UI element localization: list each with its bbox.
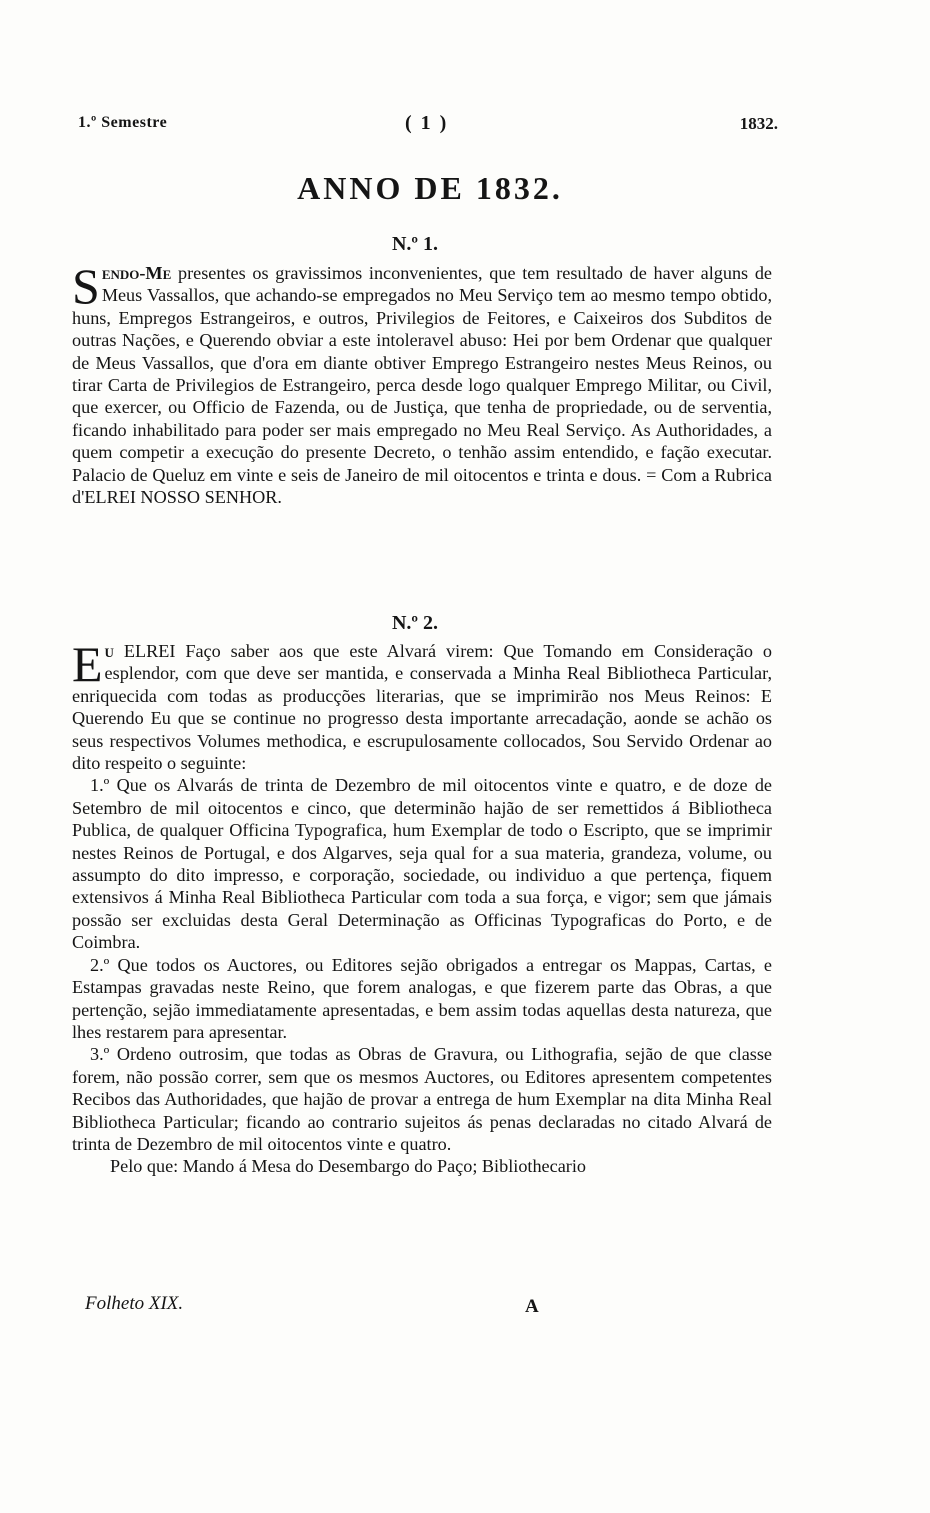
decree-2-closing: Pelo que: Mando á Mesa do Desembargo do Paço; Bibliothecario	[110, 1156, 586, 1177]
decree-2-intro-body: ELREI Faço saber aos que este Alvará virem: Que Tomando em Consideração o esplendor, com que deve ser mantida, e conservada a Minha Real Bibliotheca Particular, enriquecida com todas as producções literarias, que se imprimirão nos Meus Reinos: E Querendo Eu que se continue no progresso desta importante arrecadação, aonde se achão os seus respectivos Volumes methodica, e escrupulosamente collocados, Sou Servido Ordenar ao dito respeito o seguinte:	[72, 641, 772, 774]
dropcap-s: S	[72, 258, 100, 314]
decree-2-text	[72, 636, 772, 1178]
header-year: 1832.	[739, 114, 778, 133]
page-title: ANNO DE 1832.	[297, 170, 563, 206]
semester-label: 1.º Semestre	[78, 114, 168, 131]
decree-2-item-3: 3.º Ordeno outrosim, que todas as Obras de Gravura, ou Lithografia, sejão de que classe forem, não possão correr, sem que os mesmos Auctores, ou Editores apresentem competentes Recibos das Authoridades, que hajão de provar a entrega de hum Exemplar na dita Minha Real Bibliotheca Particular; ficando ao contrario sujeitos ás penas declaradas no citado Alvará de trinta de Dezembro de mil oitocentos vinte e quatro.	[72, 1044, 772, 1154]
running-head	[78, 114, 778, 140]
decree-1-body: presentes os gravissimos inconvenientes, que tem resultado de haver alguns de Meus Vassallos, que achando-se empregados no Meu Serviço tem ao mesmo tempo obtido, huns, Empregos Estrangeiros, e outros, Privilegios de Feitores, e Caixeiros dos Subditos de outras Nações, e Querendo obviar a este intoleravel abuso: Hei por bem Ordenar que qualquer de Meus Vassallos, que d'ora em diante obtiver Emprego Estrangeiro nestes Meus Reinos, ou tirar Carta de Privilegios de Estrangeiro, perca desde logo qualquer Emprego Militar, ou Civil, que exercer, ou Officio de Fazenda, ou de Justiça, que tenha de propriedade, ou de serventia, ficando inhabilitado para poder ser mais empregado no Meu Real Serviço. As Authoridades, a quem competir a execução do presente Decreto, o tenhão assim entendido, e fação executar. Palacio de Queluz em vinte e seis de Janeiro de mil oitocentos e trinta e dous. = Com a Rubrica d'ELREI NOSSO SENHOR.	[72, 263, 772, 508]
decree-2-item-1: 1.º Que os Alvarás de trinta de Dezembro de mil oitocentos vinte e quatro, e de doze de Setembro de mil oitocentos e cinco, que determinão hajão de ser remettidos á Bibliotheca Publica, de qualquer Officina Typografica, hum Exemplar de todo o Escripto, que se imprimir nestes Reinos de Portugal, e dos Algarves, seja qual for a sua materia, grandeza, volume, ou assumpto do dito impresso, e corporação, sociedade, ou individuo a que pertença, fiquem extensivos á Minha Real Bibliotheca Particular com toda a sua força, e vigor; sem que jámais possão ser excluidas desta Geral Determinação as Officinas Typograficas do Porto, e de Coimbra.	[72, 775, 772, 953]
decree-1-text	[72, 258, 772, 508]
decree-2-lead: u	[104, 641, 114, 661]
decree-2-item-2: 2.º Que todos os Auctores, ou Editores sejão obrigados a entregar os Mappas, Cartas, e Estampas gravadas neste Reino, que forem analogas, e que fizerem parte das Obras, a que pertenção, sejão immediatamente apresentadas, e bem assim todas aquellas desta natureza, que lhes restarem para apresentar.	[72, 954, 772, 1042]
decree-2-intro	[72, 636, 772, 774]
folheto-label: Folheto XIX.	[85, 1293, 184, 1314]
decree-number-2: N.º 2.	[391, 612, 439, 634]
page-number: ( 1 )	[405, 112, 449, 134]
dropcap-e: E	[72, 636, 103, 692]
decree-number-1: N.º 1.	[391, 233, 439, 255]
signature-mark: A	[525, 1296, 539, 1317]
decree-1-lead: endo-Me	[101, 263, 172, 283]
